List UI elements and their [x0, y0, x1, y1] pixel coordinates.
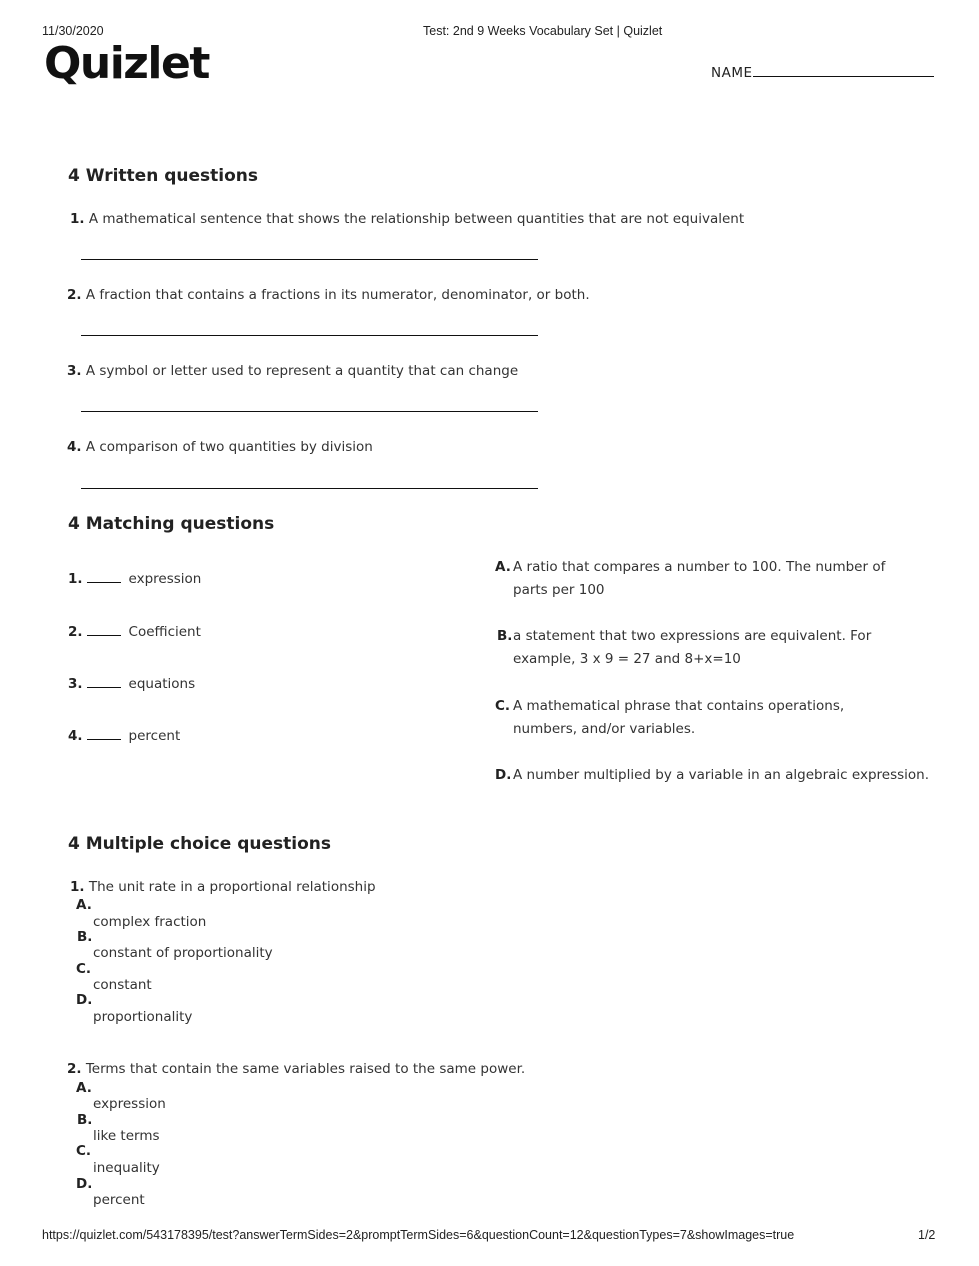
page-url: https://quizlet.com/543178395/test?answerTermSides=2&promptTermSides=6&questionCount=12&questionTypes=7&showImages=true — [42, 1228, 795, 1242]
definition-letter: B. — [497, 628, 513, 644]
answer-line — [81, 259, 538, 260]
matching-definition — [495, 764, 935, 787]
question-text: Terms that contain the same variables raised to the same power. — [85, 1061, 526, 1077]
option-letter: B. — [77, 1112, 93, 1128]
term-text: Coefficient — [128, 624, 201, 640]
option-letter: B. — [77, 929, 93, 945]
name-label: NAME — [711, 65, 753, 81]
option-text: constant of proportionality — [93, 945, 273, 961]
option-text: complex fraction — [93, 914, 207, 930]
term-number: 2. — [68, 624, 83, 640]
matching-term — [68, 623, 201, 640]
question-number: 1. — [70, 879, 85, 895]
question-number: 2. — [67, 1061, 82, 1077]
matching-term — [68, 675, 195, 692]
question-text: A fraction that contains a fractions in its numerator, denominator, or both. — [85, 287, 590, 303]
option-text: like terms — [93, 1128, 160, 1144]
written-question — [67, 439, 373, 455]
match-blank — [87, 675, 121, 688]
document-title: Test: 2nd 9 Weeks Vocabulary Set | Quizlet — [423, 24, 663, 38]
match-blank — [87, 623, 121, 636]
matching-section-title: 4 Matching questions — [68, 514, 275, 534]
definition-letter: D. — [495, 767, 512, 783]
question-text: A symbol or letter used to represent a quantity that can change — [85, 363, 519, 379]
match-blank — [87, 570, 121, 583]
term-text: equations — [128, 676, 196, 692]
option-text: proportionality — [93, 1009, 193, 1025]
page-number: 1/2 — [918, 1228, 936, 1242]
option-letter: D. — [76, 1176, 93, 1192]
term-text: expression — [128, 571, 202, 587]
mc-question — [70, 879, 376, 895]
option-letter: A. — [76, 1080, 92, 1096]
quizlet-logo: Quizlet — [44, 38, 209, 89]
term-text: percent — [128, 728, 181, 744]
question-number: 4. — [67, 439, 82, 455]
definition-letter: A. — [495, 559, 511, 575]
option-letter: C. — [76, 961, 92, 977]
question-number: 2. — [67, 287, 82, 303]
answer-line — [81, 335, 538, 336]
print-date: 11/30/2020 — [42, 24, 104, 38]
name-field — [711, 62, 934, 81]
question-text: A mathematical sentence that shows the relationship between quantities that are not equivalent — [88, 211, 745, 227]
matching-definition — [495, 556, 900, 602]
option-letter: C. — [76, 1143, 92, 1159]
option-text: inequality — [93, 1160, 160, 1176]
match-blank — [87, 727, 121, 740]
definition-text: A mathematical phrase that contains operations, numbers, and/or variables. — [513, 698, 845, 737]
term-number: 4. — [68, 728, 83, 744]
question-text: The unit rate in a proportional relationship — [88, 879, 376, 895]
option-text: percent — [93, 1192, 145, 1208]
definition-text: a statement that two expressions are equivalent. For example, 3 x 9 = 27 and 8+x=10 — [513, 628, 872, 667]
mc-question — [67, 1061, 525, 1077]
multiple-choice-section-title: 4 Multiple choice questions — [68, 834, 331, 854]
question-number: 3. — [67, 363, 82, 379]
question-text: A comparison of two quantities by division — [85, 439, 373, 455]
written-section-title: 4 Written questions — [68, 166, 258, 186]
option-letter: A. — [76, 897, 92, 913]
definition-letter: C. — [495, 698, 511, 714]
option-letter: D. — [76, 992, 93, 1008]
definition-text: A number multiplied by a variable in an algebraic expression. — [513, 767, 929, 783]
written-question — [67, 363, 518, 379]
answer-line — [81, 488, 538, 489]
term-number: 3. — [68, 676, 83, 692]
name-blank-line — [753, 62, 934, 77]
definition-text: A ratio that compares a number to 100. The number of parts per 100 — [513, 559, 886, 598]
option-text: constant — [93, 977, 152, 993]
question-number: 1. — [70, 211, 85, 227]
matching-term — [68, 727, 180, 744]
answer-line — [81, 411, 538, 412]
matching-term — [68, 570, 201, 587]
written-question — [67, 287, 590, 303]
written-question — [70, 211, 744, 227]
matching-definition — [497, 625, 902, 671]
option-text: expression — [93, 1096, 166, 1112]
matching-definition — [495, 695, 900, 741]
term-number: 1. — [68, 571, 83, 587]
